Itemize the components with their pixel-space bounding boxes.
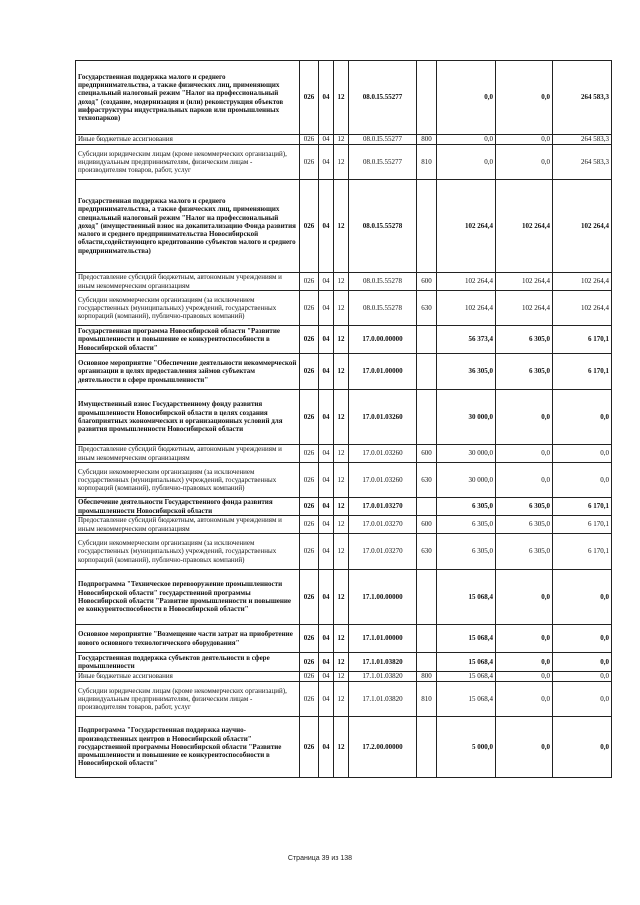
row-name: Основное мероприятие "Возмещение части затрат на приобретение нового основного технологического оборудования"	[76, 625, 300, 653]
amount-year-1: 5 000,0	[437, 717, 496, 778]
target-article-code: 08.0.I5.55278	[349, 273, 417, 291]
table-row	[76, 534, 612, 570]
expense-type-code: 800	[417, 672, 437, 682]
table-row	[76, 354, 612, 390]
table-row	[76, 326, 612, 354]
target-article-code: 17.0.01.03260	[349, 390, 417, 445]
target-article-code: 17.0.01.00000	[349, 354, 417, 390]
ministry-code: 026	[300, 672, 319, 682]
expense-type-code	[417, 653, 437, 672]
amount-year-2: 0,0	[496, 653, 553, 672]
subsection-code: 12	[334, 354, 349, 390]
amount-year-1: 15 068,4	[437, 625, 496, 653]
section-code: 04	[319, 390, 334, 445]
row-name: Государственная поддержка малого и среднего предпринимательства, а также физических лиц, применяющих специальный налоговый режим "Налог на профессиональный доход" (создание, модернизация и (или) реконструкция объектов инфраструктуры индустриальных парков или промышленных технопарков)	[76, 61, 300, 135]
amount-year-2: 102 264,4	[496, 273, 553, 291]
table-row	[76, 653, 612, 672]
subsection-code: 12	[334, 463, 349, 498]
subsection-code: 12	[334, 445, 349, 463]
table-row	[76, 717, 612, 778]
subsection-code: 12	[334, 625, 349, 653]
table-row	[76, 390, 612, 445]
amount-year-1: 6 305,0	[437, 498, 496, 516]
section-code: 04	[319, 445, 334, 463]
amount-year-3: 0,0	[553, 463, 612, 498]
ministry-code: 026	[300, 463, 319, 498]
target-article-code: 08.0.I5.55278	[349, 180, 417, 273]
table-row	[76, 291, 612, 326]
amount-year-3: 0,0	[553, 570, 612, 625]
expense-type-code: 810	[417, 145, 437, 180]
table-row	[76, 498, 612, 516]
amount-year-3: 102 264,4	[553, 180, 612, 273]
row-name: Предоставление субсидий бюджетным, автономным учреждениям и иным некоммерческим организациям	[76, 273, 300, 291]
target-article-code: 17.0.01.03270	[349, 498, 417, 516]
amount-year-2: 6 305,0	[496, 326, 553, 354]
target-article-code: 17.1.00.00000	[349, 570, 417, 625]
ministry-code: 026	[300, 682, 319, 717]
subsection-code: 12	[334, 145, 349, 180]
expense-type-code: 630	[417, 463, 437, 498]
ministry-code: 026	[300, 717, 319, 778]
ministry-code: 026	[300, 445, 319, 463]
section-code: 04	[319, 516, 334, 534]
expense-type-code	[417, 180, 437, 273]
expense-type-code	[417, 570, 437, 625]
ministry-code: 026	[300, 354, 319, 390]
amount-year-3: 6 170,1	[553, 516, 612, 534]
amount-year-1: 30 000,0	[437, 463, 496, 498]
section-code: 04	[319, 273, 334, 291]
amount-year-3: 0,0	[553, 445, 612, 463]
target-article-code: 17.1.01.00000	[349, 625, 417, 653]
expense-type-code	[417, 326, 437, 354]
row-name: Обеспечение деятельности Государственного фонда развития промышленности Новосибирской области	[76, 498, 300, 516]
ministry-code: 026	[300, 625, 319, 653]
amount-year-2: 102 264,4	[496, 291, 553, 326]
amount-year-2: 0,0	[496, 61, 553, 135]
expense-type-code: 630	[417, 291, 437, 326]
ministry-code: 026	[300, 145, 319, 180]
subsection-code: 12	[334, 135, 349, 145]
ministry-code: 026	[300, 61, 319, 135]
amount-year-3: 6 170,1	[553, 354, 612, 390]
amount-year-1: 36 305,0	[437, 354, 496, 390]
ministry-code: 026	[300, 326, 319, 354]
section-code: 04	[319, 672, 334, 682]
amount-year-2: 102 264,4	[496, 180, 553, 273]
amount-year-3: 0,0	[553, 682, 612, 717]
expense-type-code	[417, 625, 437, 653]
subsection-code: 12	[334, 682, 349, 717]
row-name: Субсидии некоммерческим организациям (за исключением государственных (муниципальных) учреждений, государственных корпораций (компаний), публично-правовых компаний)	[76, 291, 300, 326]
subsection-code: 12	[334, 672, 349, 682]
amount-year-3: 264 583,3	[553, 61, 612, 135]
ministry-code: 026	[300, 534, 319, 570]
section-code: 04	[319, 145, 334, 180]
amount-year-1: 30 000,0	[437, 445, 496, 463]
row-name: Государственная программа Новосибирской области "Развитие промышленности и повышение ее конкурентоспособности в Новосибирской области"	[76, 326, 300, 354]
target-article-code: 17.0.01.03260	[349, 463, 417, 498]
amount-year-1: 0,0	[437, 135, 496, 145]
row-name: Подпрограмма "Техническое перевооружение промышленности Новосибирской области" государственной программы Новосибирской области "Развитие промышленности и повышение ее конкурентоспособности в Новосибирской области"	[76, 570, 300, 625]
table-row	[76, 682, 612, 717]
amount-year-3: 0,0	[553, 653, 612, 672]
row-name: Имущественный взнос Государственному фонду развития промышленности Новосибирской области в целях создания благоприятных экономических и организационных условий для развития промышленности Новосибирской области	[76, 390, 300, 445]
amount-year-3: 6 170,1	[553, 498, 612, 516]
target-article-code: 08.0.I5.55277	[349, 135, 417, 145]
table-row	[76, 180, 612, 273]
amount-year-1: 102 264,4	[437, 291, 496, 326]
subsection-code: 12	[334, 326, 349, 354]
row-name: Иные бюджетные ассигнования	[76, 672, 300, 682]
section-code: 04	[319, 570, 334, 625]
amount-year-1: 15 068,4	[437, 653, 496, 672]
table-row	[76, 61, 612, 135]
section-code: 04	[319, 326, 334, 354]
amount-year-1: 0,0	[437, 145, 496, 180]
row-name: Государственная поддержка субъектов деятельности в сфере промышленности	[76, 653, 300, 672]
expense-type-code: 800	[417, 135, 437, 145]
amount-year-2: 0,0	[496, 672, 553, 682]
amount-year-2: 0,0	[496, 145, 553, 180]
subsection-code: 12	[334, 534, 349, 570]
amount-year-2: 0,0	[496, 463, 553, 498]
amount-year-3: 264 583,3	[553, 145, 612, 180]
target-article-code: 08.0.I5.55277	[349, 61, 417, 135]
subsection-code: 12	[334, 273, 349, 291]
subsection-code: 12	[334, 291, 349, 326]
subsection-code: 12	[334, 516, 349, 534]
table-row	[76, 516, 612, 534]
row-name: Субсидии некоммерческим организациям (за исключением государственных (муниципальных) учреждений, государственных корпораций (компаний), публично-правовых компаний)	[76, 534, 300, 570]
amount-year-1: 0,0	[437, 61, 496, 135]
amount-year-3: 0,0	[553, 625, 612, 653]
amount-year-1: 102 264,4	[437, 180, 496, 273]
amount-year-2: 6 305,0	[496, 516, 553, 534]
section-code: 04	[319, 291, 334, 326]
amount-year-3: 0,0	[553, 672, 612, 682]
row-name: Предоставление субсидий бюджетным, автономным учреждениям и иным некоммерческим организациям	[76, 445, 300, 463]
section-code: 04	[319, 717, 334, 778]
target-article-code: 17.0.01.03270	[349, 534, 417, 570]
amount-year-1: 6 305,0	[437, 516, 496, 534]
amount-year-1: 15 068,4	[437, 672, 496, 682]
expense-type-code	[417, 390, 437, 445]
table-row	[76, 273, 612, 291]
subsection-code: 12	[334, 390, 349, 445]
table-row	[76, 570, 612, 625]
ministry-code: 026	[300, 516, 319, 534]
budget-table	[75, 60, 612, 778]
amount-year-2: 6 305,0	[496, 534, 553, 570]
subsection-code: 12	[334, 717, 349, 778]
row-name: Иные бюджетные ассигнования	[76, 135, 300, 145]
section-code: 04	[319, 534, 334, 570]
expense-type-code: 810	[417, 682, 437, 717]
page-footer: Страница 39 из 138	[287, 855, 353, 862]
target-article-code: 17.0.00.00000	[349, 326, 417, 354]
ministry-code: 026	[300, 291, 319, 326]
row-name: Подпрограмма "Государственная поддержка научно-производственных центров в Новосибирской области" государственной программы Новосибирской области "Развитие промышленности и повышение ее конкурентоспособности в Новосибирской области"	[76, 717, 300, 778]
amount-year-2: 6 305,0	[496, 498, 553, 516]
row-name: Субсидии некоммерческим организациям (за исключением государственных (муниципальных) учреждений, государственных корпораций (компаний), публично-правовых компаний)	[76, 463, 300, 498]
ministry-code: 026	[300, 135, 319, 145]
target-article-code: 17.2.00.00000	[349, 717, 417, 778]
table-row	[76, 145, 612, 180]
amount-year-3: 264 583,3	[553, 135, 612, 145]
amount-year-2: 6 305,0	[496, 354, 553, 390]
amount-year-3: 6 170,1	[553, 326, 612, 354]
amount-year-3: 0,0	[553, 390, 612, 445]
amount-year-1: 15 068,4	[437, 682, 496, 717]
expense-type-code: 600	[417, 445, 437, 463]
expense-type-code: 600	[417, 516, 437, 534]
expense-type-code	[417, 498, 437, 516]
amount-year-2: 0,0	[496, 445, 553, 463]
amount-year-2: 0,0	[496, 135, 553, 145]
target-article-code: 08.0.I5.55277	[349, 145, 417, 180]
row-name: Субсидии юридическим лицам (кроме некоммерческих организаций), индивидуальным предпринимателям, физическим лицам - производителям товаров, работ, услуг	[76, 682, 300, 717]
table-row	[76, 672, 612, 682]
section-code: 04	[319, 682, 334, 717]
target-article-code: 17.1.01.03820	[349, 653, 417, 672]
amount-year-1: 6 305,0	[437, 534, 496, 570]
table-row	[76, 463, 612, 498]
budget-table-body	[76, 61, 612, 778]
target-article-code: 17.0.01.03270	[349, 516, 417, 534]
row-name: Основное мероприятие "Обеспечение деятельности некоммерческой организации в целях предоставления займов субъектам деятельности в сфере промышленности"	[76, 354, 300, 390]
amount-year-3: 102 264,4	[553, 273, 612, 291]
subsection-code: 12	[334, 570, 349, 625]
amount-year-2: 0,0	[496, 570, 553, 625]
amount-year-3: 6 170,1	[553, 534, 612, 570]
amount-year-2: 0,0	[496, 717, 553, 778]
expense-type-code	[417, 354, 437, 390]
section-code: 04	[319, 135, 334, 145]
ministry-code: 026	[300, 180, 319, 273]
amount-year-1: 56 373,4	[437, 326, 496, 354]
ministry-code: 026	[300, 570, 319, 625]
table-row	[76, 135, 612, 145]
ministry-code: 026	[300, 390, 319, 445]
target-article-code: 08.0.I5.55278	[349, 291, 417, 326]
section-code: 04	[319, 61, 334, 135]
expense-type-code: 600	[417, 273, 437, 291]
expense-type-code	[417, 61, 437, 135]
amount-year-1: 30 000,0	[437, 390, 496, 445]
section-code: 04	[319, 498, 334, 516]
amount-year-3: 102 264,4	[553, 291, 612, 326]
subsection-code: 12	[334, 653, 349, 672]
ministry-code: 026	[300, 498, 319, 516]
ministry-code: 026	[300, 653, 319, 672]
row-name: Государственная поддержка малого и среднего предпринимательства, а также физических лиц, применяющих специальный налоговый режим "Налог на профессиональный доход" (имущественный взнос на докапитализацию Фонда развития малого и среднего предпринимательства Новосибирской области,содействующего кредитованию субъектов малого и среднего предпринимательства)	[76, 180, 300, 273]
section-code: 04	[319, 354, 334, 390]
subsection-code: 12	[334, 61, 349, 135]
target-article-code: 17.1.01.03820	[349, 682, 417, 717]
amount-year-2: 0,0	[496, 682, 553, 717]
row-name: Субсидии юридическим лицам (кроме некоммерческих организаций), индивидуальным предпринимателям, физическим лицам - производителям товаров, работ, услуг	[76, 145, 300, 180]
section-code: 04	[319, 463, 334, 498]
expense-type-code	[417, 717, 437, 778]
row-name: Предоставление субсидий бюджетным, автономным учреждениям и иным некоммерческим организациям	[76, 516, 300, 534]
section-code: 04	[319, 180, 334, 273]
amount-year-1: 15 068,4	[437, 570, 496, 625]
amount-year-2: 0,0	[496, 390, 553, 445]
target-article-code: 17.0.01.03260	[349, 445, 417, 463]
section-code: 04	[319, 653, 334, 672]
table-row	[76, 625, 612, 653]
subsection-code: 12	[334, 180, 349, 273]
target-article-code: 17.1.01.03820	[349, 672, 417, 682]
amount-year-3: 0,0	[553, 717, 612, 778]
expense-type-code: 630	[417, 534, 437, 570]
table-row	[76, 445, 612, 463]
subsection-code: 12	[334, 498, 349, 516]
section-code: 04	[319, 625, 334, 653]
budget-table-container	[75, 60, 611, 778]
amount-year-2: 0,0	[496, 625, 553, 653]
ministry-code: 026	[300, 273, 319, 291]
amount-year-1: 102 264,4	[437, 273, 496, 291]
